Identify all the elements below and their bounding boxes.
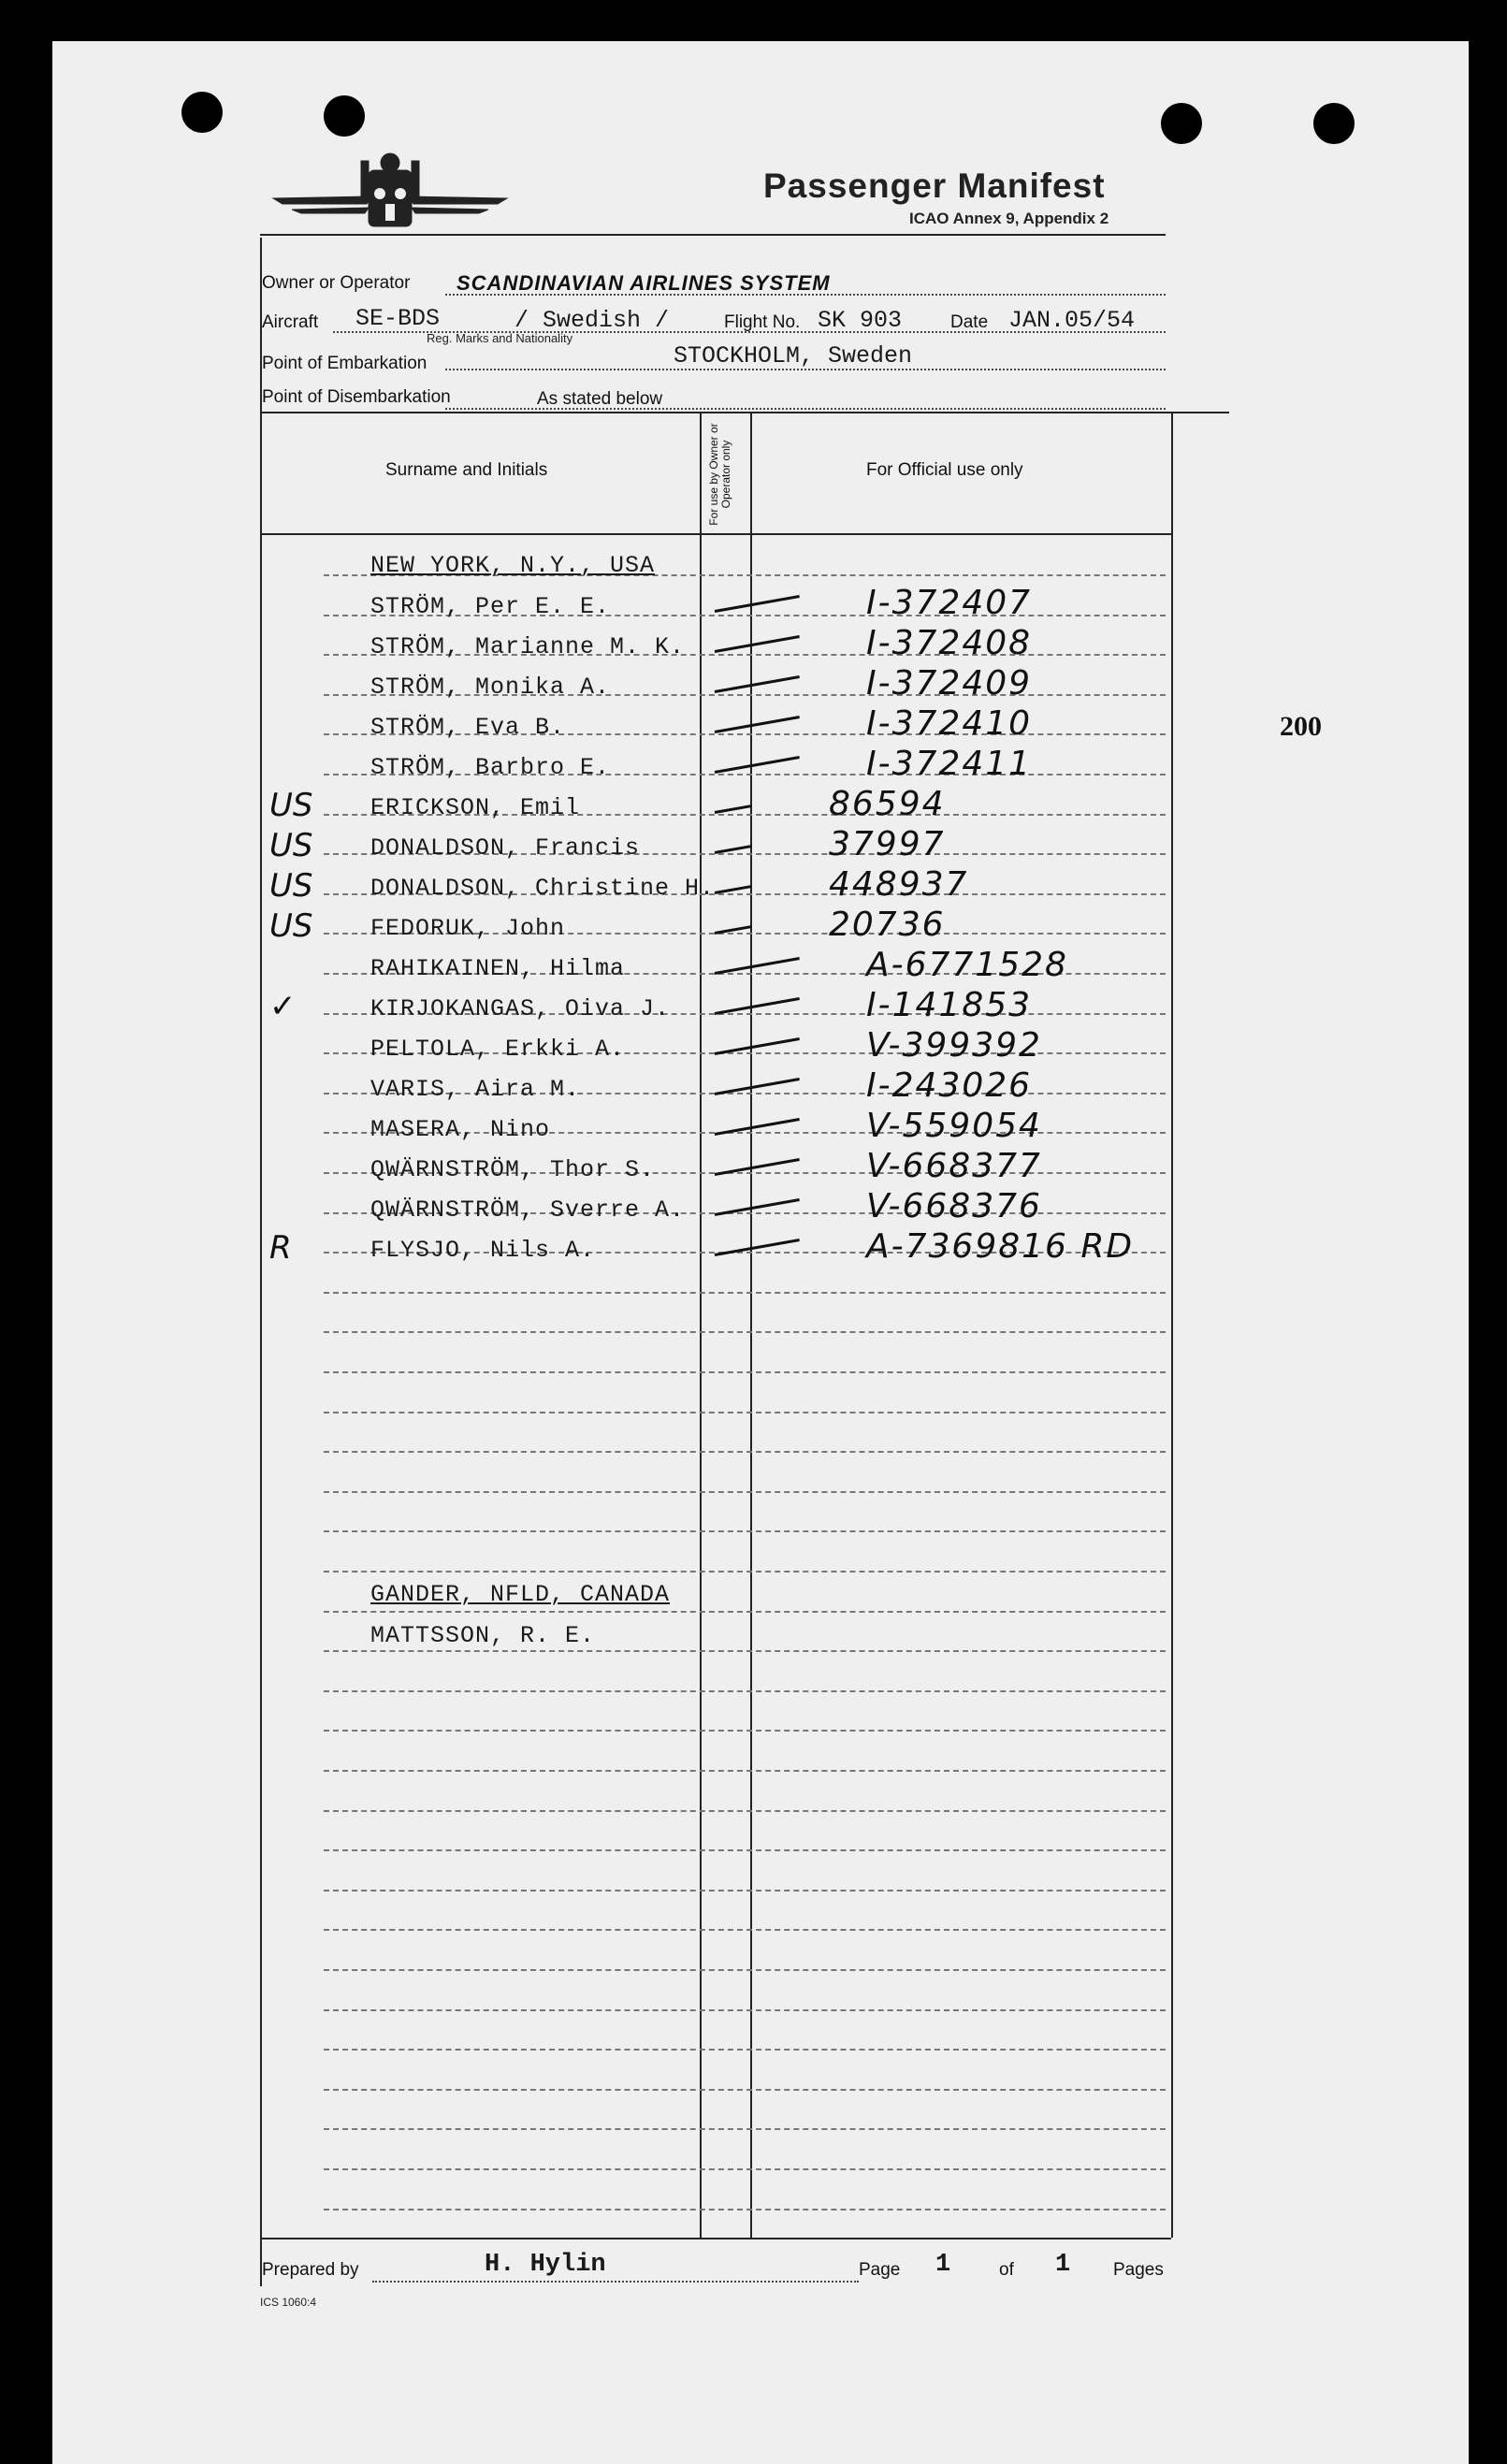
ruled-line	[324, 1730, 1166, 1732]
aircraft-label: Aircraft	[262, 312, 319, 332]
passenger-name: STRÖM, Barbro E.	[370, 754, 611, 781]
ruled-line	[324, 1611, 1166, 1613]
ruled-line	[324, 2209, 1166, 2210]
column-header-surname: Surname and Initials	[385, 460, 548, 480]
pages-label: Pages	[1113, 2260, 1164, 2280]
reg-caption: Reg. Marks and Nationality	[427, 331, 573, 345]
form-code: ICS 1060:4	[260, 2296, 317, 2309]
official-id-number: I-243026	[866, 1066, 1033, 1105]
official-id-number: A-6771528	[866, 946, 1068, 984]
official-id-number: V-668377	[866, 1147, 1042, 1185]
operator-check-mark	[715, 716, 800, 733]
airline-emblem-icon	[264, 142, 516, 245]
ruled-line	[324, 1690, 1166, 1692]
passenger-gander: MATTSSON, R. E.	[370, 1622, 596, 1649]
official-id-number: V-668376	[866, 1187, 1042, 1225]
side-number: 200	[1280, 711, 1322, 742]
ruled-line	[324, 1292, 1166, 1294]
nationality-value: / Swedish /	[514, 307, 670, 334]
official-id-number: V-399392	[866, 1026, 1042, 1065]
table-right-border	[1171, 413, 1173, 2238]
punch-hole	[324, 95, 365, 137]
ruled-line	[324, 1849, 1166, 1851]
passenger-name: STRÖM, Per E. E.	[370, 593, 611, 620]
passenger-name: PELTOLA, Erkki A.	[370, 1036, 626, 1063]
column-header-operator: For use by Owner or Operator only	[707, 423, 732, 526]
margin-annotation: ✓	[269, 988, 297, 1025]
destination-new-york: NEW YORK, N.Y., USA	[370, 552, 656, 579]
ruled-line	[324, 1331, 1166, 1333]
date-label: Date	[950, 312, 989, 332]
ruled-line	[324, 1530, 1166, 1532]
passenger-name: KIRJOKANGAS, Oiva J.	[370, 995, 671, 1022]
ruled-line	[324, 1371, 1166, 1373]
official-id-number: 37997	[829, 825, 946, 863]
passenger-name: FLYSJO, Nils A.	[370, 1237, 596, 1264]
operator-check-mark	[715, 675, 800, 693]
punch-hole	[181, 92, 223, 133]
embark-value: STOCKHOLM, Sweden	[674, 342, 913, 370]
disembark-value: As stated below	[537, 389, 663, 409]
ruled-line	[324, 1650, 1166, 1652]
table-left-border	[260, 238, 262, 2286]
ruled-line	[324, 2128, 1166, 2130]
ruled-line	[324, 2168, 1166, 2170]
operator-check-mark	[715, 756, 800, 774]
passenger-name: VARIS, Aira M.	[370, 1076, 581, 1103]
official-id-number: I-372409	[866, 664, 1033, 703]
owner-value: SCANDINAVIAN AIRLINES SYSTEM	[456, 271, 831, 295]
embark-label: Point of Embarkation	[262, 354, 427, 373]
column-header-official: For Official use only	[866, 460, 1023, 480]
aircraft-value: SE-BDS	[355, 305, 441, 332]
table-top-rule	[260, 412, 1229, 413]
passenger-name: STRÖM, Monika A.	[370, 674, 611, 701]
ruled-line	[324, 1770, 1166, 1772]
ruled-line	[324, 1491, 1166, 1493]
margin-annotation: US	[269, 907, 313, 945]
official-id-number: I-372411	[866, 745, 1033, 783]
passenger-name: DONALDSON, Christine H.	[370, 875, 716, 902]
ruled-line	[324, 1571, 1166, 1573]
margin-annotation: US	[269, 787, 313, 824]
official-id-number: I-372410	[866, 704, 1033, 743]
official-id-number: V-559054	[866, 1107, 1042, 1145]
disembark-label: Point of Disembarkation	[262, 387, 451, 407]
of-value: 1	[1055, 2251, 1071, 2279]
passenger-name: STRÖM, Marianne M. K.	[370, 633, 686, 660]
title-rule	[260, 234, 1166, 236]
official-id-number: I-372407	[866, 584, 1033, 622]
operator-check-mark	[715, 635, 800, 653]
column-divider	[700, 413, 702, 2238]
passenger-name: FEDORUK, John	[370, 915, 566, 942]
manifest-sheet	[52, 41, 1469, 2464]
ruled-line	[324, 2009, 1166, 2011]
operator-check-mark	[715, 1239, 800, 1256]
operator-check-mark	[715, 595, 800, 613]
of-label: of	[999, 2260, 1014, 2280]
punch-hole	[1313, 103, 1355, 144]
form-title: Passenger Manifest	[763, 167, 1106, 205]
form-subtitle: ICAO Annex 9, Appendix 2	[909, 210, 1109, 227]
official-id-number: 86594	[829, 785, 946, 823]
passenger-name: ERICKSON, Emil	[370, 794, 581, 821]
official-id-number: A-7369816 RD	[866, 1227, 1135, 1266]
prepared-label: Prepared by	[262, 2260, 359, 2280]
ruled-line	[324, 2089, 1166, 2091]
prepared-value: H. Hylin	[485, 2251, 606, 2279]
destination-gander: GANDER, NFLD, CANADA	[370, 1581, 671, 1608]
margin-annotation: US	[269, 827, 313, 864]
ruled-line	[324, 1969, 1166, 1971]
margin-annotation: US	[269, 867, 313, 905]
passenger-name: QWÄRNSTRÖM, Thor S.	[370, 1156, 656, 1183]
ruled-line	[324, 1929, 1166, 1931]
column-divider	[750, 413, 752, 2238]
owner-label: Owner or Operator	[262, 273, 411, 293]
official-id-number: I-141853	[866, 986, 1033, 1024]
date-value: JAN.05/54	[1008, 307, 1136, 334]
passenger-name: RAHIKAINEN, Hilma	[370, 955, 626, 982]
punch-hole	[1161, 103, 1202, 144]
passenger-name: MASERA, Nino	[370, 1116, 551, 1143]
official-id-number: I-372408	[866, 624, 1033, 662]
ruled-line	[324, 1412, 1166, 1413]
ruled-line	[324, 1451, 1166, 1453]
flight-label: Flight No.	[724, 312, 801, 332]
flight-value: SK 903	[818, 307, 903, 334]
margin-annotation: R	[269, 1229, 292, 1267]
passenger-name: QWÄRNSTRÖM, Sverre A.	[370, 1196, 686, 1224]
page-value: 1	[935, 2251, 951, 2279]
ruled-line	[324, 2049, 1166, 2051]
ruled-line	[324, 1810, 1166, 1812]
footer-rule	[260, 2238, 1171, 2239]
page-label: Page	[859, 2260, 901, 2280]
operator-check-mark	[715, 804, 752, 814]
ruled-line	[324, 1890, 1166, 1891]
official-id-number: 448937	[829, 865, 969, 904]
passenger-name: DONALDSON, Francis	[370, 834, 641, 862]
passenger-name: STRÖM, Eva B.	[370, 714, 566, 741]
official-id-number: 20736	[829, 906, 946, 944]
